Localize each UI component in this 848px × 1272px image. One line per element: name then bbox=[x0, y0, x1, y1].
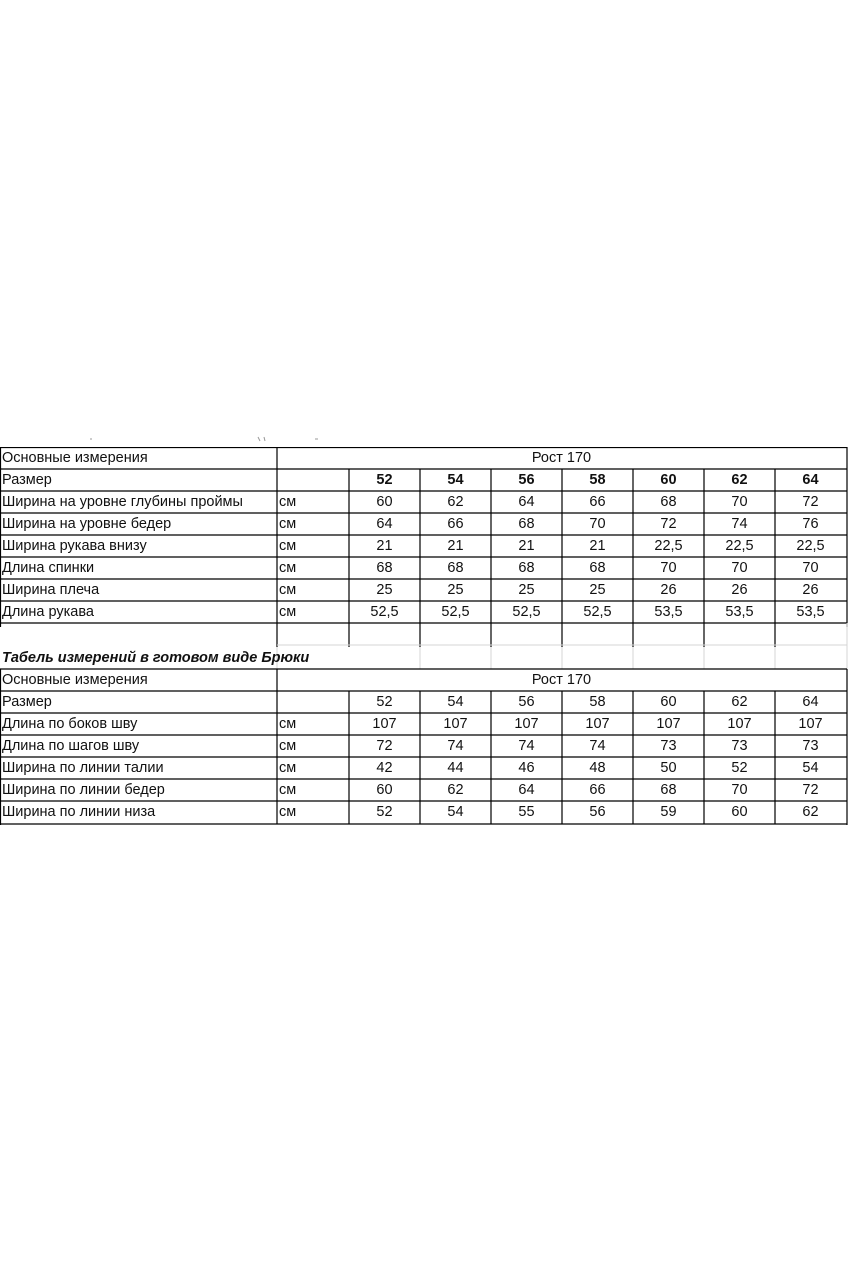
value-cell: 70 bbox=[589, 516, 606, 532]
value-cell: 48 bbox=[589, 760, 606, 776]
value-cell: 21 bbox=[518, 538, 535, 554]
value-cell: 56 bbox=[589, 804, 606, 820]
value-cell: 64 bbox=[518, 494, 535, 510]
value-cell: 74 bbox=[447, 738, 464, 754]
unit-cell: см bbox=[279, 494, 297, 510]
value-cell: 54 bbox=[447, 804, 464, 820]
value-cell: 68 bbox=[589, 560, 606, 576]
value-cell: 72 bbox=[802, 782, 819, 798]
value-cell: 62 bbox=[447, 782, 464, 798]
value-cell: 22,5 bbox=[796, 538, 825, 554]
table-row bbox=[0, 713, 848, 735]
value-cell: 66 bbox=[589, 494, 606, 510]
value-cell: 73 bbox=[731, 738, 748, 754]
bottom-size-label: Размер bbox=[2, 694, 52, 710]
value-cell: 53,5 bbox=[725, 604, 754, 620]
value-cell: 107 bbox=[585, 716, 610, 732]
value-cell: 52,5 bbox=[512, 604, 541, 620]
bottom-size-cell: 62 bbox=[731, 694, 748, 710]
unit-cell: см bbox=[279, 804, 297, 820]
measurement-label: Ширина на уровне глубины проймы bbox=[2, 494, 243, 510]
value-cell: 70 bbox=[731, 560, 748, 576]
value-cell: 42 bbox=[376, 760, 393, 776]
top-size-cell: 58 bbox=[589, 472, 606, 488]
table-row bbox=[0, 579, 848, 601]
measurement-label: Длина по шагов шву bbox=[2, 738, 140, 754]
top-size-cell: 54 bbox=[447, 472, 464, 488]
value-cell: 70 bbox=[731, 782, 748, 798]
unit-cell: см bbox=[279, 538, 297, 554]
value-cell: 46 bbox=[518, 760, 535, 776]
measurement-label: Ширина рукава внизу bbox=[2, 538, 147, 554]
value-cell: 25 bbox=[518, 582, 535, 598]
top-size-cell: 56 bbox=[518, 472, 535, 488]
top-size-cell: 52 bbox=[376, 472, 393, 488]
measurement-label: Длина рукава bbox=[2, 604, 94, 620]
unit-cell: см bbox=[279, 604, 297, 620]
top-size-cell: 60 bbox=[660, 472, 677, 488]
cropped-text-remnant bbox=[0, 432, 340, 442]
value-cell: 54 bbox=[802, 760, 819, 776]
value-cell: 50 bbox=[660, 760, 677, 776]
bottom-size-cell: 54 bbox=[447, 694, 464, 710]
measurement-label: Ширина на уровне бедер bbox=[2, 516, 172, 532]
value-cell: 21 bbox=[376, 538, 393, 554]
bottom-header-label: Основные измерения bbox=[2, 672, 148, 688]
value-cell: 68 bbox=[660, 494, 677, 510]
bottom-header-row bbox=[0, 669, 848, 691]
value-cell: 22,5 bbox=[725, 538, 754, 554]
value-cell: 72 bbox=[660, 516, 677, 532]
value-cell: 26 bbox=[731, 582, 748, 598]
value-cell: 26 bbox=[802, 582, 819, 598]
bottom-height-label: Рост 170 bbox=[531, 672, 592, 688]
value-cell: 25 bbox=[589, 582, 606, 598]
table-row bbox=[0, 801, 848, 823]
value-cell: 60 bbox=[376, 494, 393, 510]
unit-cell: см bbox=[279, 716, 297, 732]
value-cell: 53,5 bbox=[796, 604, 825, 620]
unit-cell: см bbox=[279, 582, 297, 598]
measurement-label: Ширина по линии низа bbox=[2, 804, 156, 820]
value-cell: 21 bbox=[447, 538, 464, 554]
measurement-label: Длина спинки bbox=[2, 560, 95, 576]
value-cell: 21 bbox=[589, 538, 606, 554]
value-cell: 52 bbox=[376, 804, 393, 820]
measurement-label: Ширина по линии бедер bbox=[2, 782, 165, 798]
value-cell: 68 bbox=[518, 560, 535, 576]
value-cell: 64 bbox=[518, 782, 535, 798]
table-row bbox=[0, 779, 848, 801]
measurement-label: Ширина по линии талии bbox=[2, 760, 164, 776]
value-cell: 107 bbox=[372, 716, 397, 732]
bottom-size-row bbox=[0, 691, 848, 713]
table-row bbox=[0, 735, 848, 757]
value-cell: 73 bbox=[802, 738, 819, 754]
table-row bbox=[0, 557, 848, 579]
top-size-cell: 62 bbox=[731, 472, 748, 488]
value-cell: 107 bbox=[727, 716, 752, 732]
value-cell: 52,5 bbox=[583, 604, 612, 620]
measurement-label: Длина по боков шву bbox=[2, 716, 138, 732]
value-cell: 25 bbox=[447, 582, 464, 598]
value-cell: 52,5 bbox=[441, 604, 470, 620]
bottom-size-cell: 52 bbox=[376, 694, 393, 710]
value-cell: 64 bbox=[376, 516, 393, 532]
value-cell: 60 bbox=[376, 782, 393, 798]
unit-cell: см bbox=[279, 738, 297, 754]
value-cell: 52 bbox=[731, 760, 748, 776]
unit-cell: см bbox=[279, 760, 297, 776]
value-cell: 22,5 bbox=[654, 538, 683, 554]
caption-row bbox=[0, 647, 848, 669]
value-cell: 73 bbox=[660, 738, 677, 754]
value-cell: 60 bbox=[731, 804, 748, 820]
value-cell: 70 bbox=[731, 494, 748, 510]
value-cell: 76 bbox=[802, 516, 819, 532]
value-cell: 68 bbox=[376, 560, 393, 576]
table-row bbox=[0, 513, 848, 535]
value-cell: 70 bbox=[802, 560, 819, 576]
value-cell: 66 bbox=[447, 516, 464, 532]
bottom-size-cell: 58 bbox=[589, 694, 606, 710]
value-cell: 107 bbox=[443, 716, 468, 732]
value-cell: 107 bbox=[514, 716, 539, 732]
table-row bbox=[0, 535, 848, 557]
bottom-size-cell: 56 bbox=[518, 694, 535, 710]
value-cell: 68 bbox=[447, 560, 464, 576]
value-cell: 107 bbox=[656, 716, 681, 732]
top-header-row bbox=[0, 447, 848, 469]
unit-cell: см bbox=[279, 516, 297, 532]
value-cell: 44 bbox=[447, 760, 464, 776]
value-cell: 107 bbox=[798, 716, 823, 732]
value-cell: 72 bbox=[376, 738, 393, 754]
value-cell: 53,5 bbox=[654, 604, 683, 620]
value-cell: 62 bbox=[802, 804, 819, 820]
value-cell: 52,5 bbox=[370, 604, 399, 620]
top-size-cell: 64 bbox=[802, 472, 819, 488]
value-cell: 59 bbox=[660, 804, 677, 820]
top-header-label: Основные измерения bbox=[2, 450, 148, 466]
bottom-size-cell: 64 bbox=[802, 694, 819, 710]
value-cell: 68 bbox=[518, 516, 535, 532]
bottom-size-cell: 60 bbox=[660, 694, 677, 710]
value-cell: 25 bbox=[376, 582, 393, 598]
unit-cell: см bbox=[279, 782, 297, 798]
value-cell: 66 bbox=[589, 782, 606, 798]
top-size-row bbox=[0, 469, 848, 491]
value-cell: 26 bbox=[660, 582, 677, 598]
value-cell: 68 bbox=[660, 782, 677, 798]
value-cell: 74 bbox=[731, 516, 748, 532]
top-size-label: Размер bbox=[2, 472, 52, 488]
value-cell: 74 bbox=[589, 738, 606, 754]
value-cell: 72 bbox=[802, 494, 819, 510]
unit-cell: см bbox=[279, 560, 297, 576]
measurement-label: Ширина плеча bbox=[2, 582, 100, 598]
table-row bbox=[0, 757, 848, 779]
value-cell: 62 bbox=[447, 494, 464, 510]
value-cell: 55 bbox=[518, 804, 535, 820]
top-height-label: Рост 170 bbox=[531, 450, 592, 466]
table-row bbox=[0, 601, 848, 623]
table-row bbox=[0, 491, 848, 513]
pants-table-caption: Табель измерений в готовом виде Брюки bbox=[2, 650, 310, 666]
value-cell: 74 bbox=[518, 738, 535, 754]
value-cell: 70 bbox=[660, 560, 677, 576]
